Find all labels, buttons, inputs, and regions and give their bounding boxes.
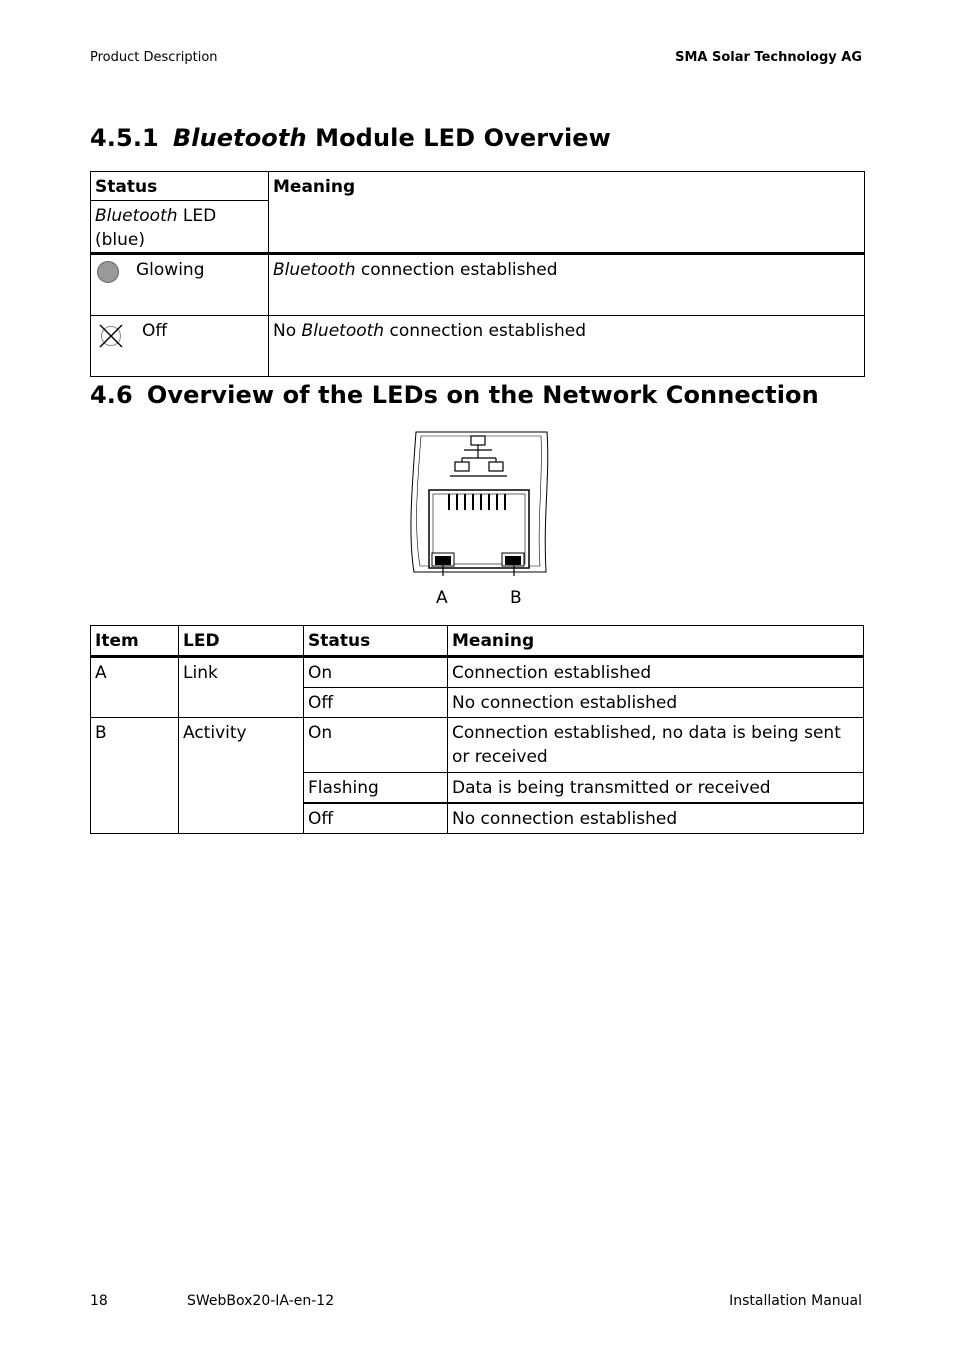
- meaning-cell: Connection established, no data is being sent or received: [448, 718, 864, 773]
- status-cell: On: [304, 657, 448, 688]
- meaning-cell: Data is being transmitted or received: [448, 773, 864, 804]
- section-number: 4.6: [90, 381, 133, 409]
- subheader-italic: Bluetooth: [95, 206, 178, 226]
- meaning-cell: Bluetooth connection established: [269, 254, 865, 316]
- meaning-italic: Bluetooth: [301, 321, 385, 341]
- table-header-status: Status: [304, 626, 448, 657]
- network-port-figure: [400, 426, 560, 616]
- section-title-italic: Bluetooth: [172, 124, 307, 152]
- table-row: [91, 254, 865, 316]
- table-header-status: Status: [91, 172, 269, 201]
- section-heading-bluetooth-led: [90, 124, 611, 152]
- header-company: SMA Solar Technology AG: [675, 50, 862, 65]
- status-glowing: Glowing: [136, 260, 205, 280]
- item-cell: B: [91, 718, 179, 834]
- status-off: Off: [142, 321, 168, 341]
- meaning-cell: No connection established: [448, 803, 864, 834]
- table-header-meaning: Meaning: [448, 626, 864, 657]
- table-subheader-led: [91, 201, 269, 254]
- table-header-meaning: Meaning: [269, 172, 865, 254]
- page-number: 18: [90, 1293, 108, 1309]
- meaning-italic: Bluetooth: [273, 260, 356, 280]
- meaning-cell: No connection established: [448, 688, 864, 718]
- table-row: [91, 657, 864, 688]
- table-header-item: Item: [91, 626, 179, 657]
- led-off-icon: [99, 324, 123, 348]
- status-cell: Flashing: [304, 773, 448, 804]
- table-row: [91, 316, 865, 377]
- subheader-rest: LED (blue): [95, 206, 217, 250]
- header-section-name: Product Description: [90, 50, 218, 65]
- section-title: Overview of the LEDs on the Network Connection: [146, 381, 819, 409]
- meaning-cell: Connection established: [448, 657, 864, 688]
- table-row: [91, 718, 864, 773]
- status-cell: On: [304, 718, 448, 773]
- led-glowing-icon: [97, 261, 119, 283]
- section-number: 4.5.1: [90, 124, 159, 152]
- section-heading-network-leds: [90, 381, 819, 409]
- manual-name: Installation Manual: [729, 1293, 862, 1309]
- bluetooth-led-table: [90, 171, 865, 377]
- table-header-led: LED: [179, 626, 304, 657]
- status-cell: Off: [304, 688, 448, 718]
- network-port-icon: [400, 426, 560, 576]
- document-id: SWebBox20-IA-en-12: [187, 1293, 335, 1309]
- item-cell: A: [91, 657, 179, 718]
- label-a: A: [436, 588, 448, 608]
- meaning-cell: No Bluetooth connection established: [269, 316, 865, 377]
- section-title-rest: Module LED Overview: [306, 124, 611, 152]
- label-b: B: [510, 588, 522, 608]
- network-led-table: [90, 625, 864, 834]
- status-cell: Off: [304, 803, 448, 834]
- led-cell: Activity: [179, 718, 304, 834]
- led-cell: Link: [179, 657, 304, 718]
